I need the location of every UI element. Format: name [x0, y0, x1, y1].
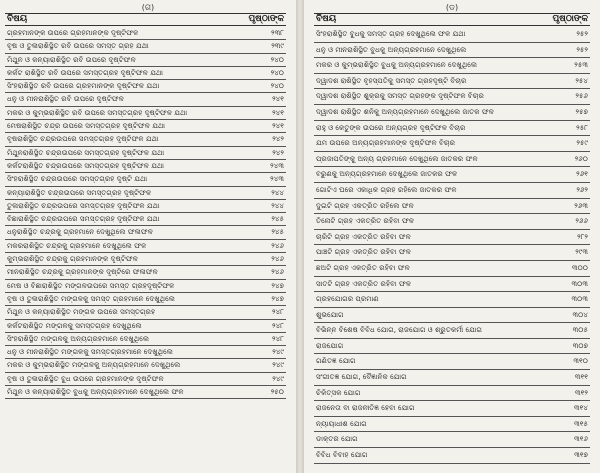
row-subject: ଚିକିତ୍ସକ ଯୋଗ [316, 387, 361, 397]
row-subject: ଗ୍ରହଯୋଗର ପ୍ରମାଣ [316, 294, 379, 304]
table-row [5, 147, 286, 160]
row-page-number: ୨୪୫ [271, 214, 284, 224]
row-subject: ମେଷ ଓ ବିଛାରାଶିସ୍ଥିତ ମଙ୍ଗଳଉପରେ ସମସ୍ତ ଗ୍ରହଦୃଷ୍ଟିଫଳ [7, 280, 175, 290]
table-row [5, 253, 286, 266]
row-page-number: ୩୧୧ [574, 372, 588, 382]
row-page-number: ୨୫୭ [575, 106, 588, 116]
table-row [5, 54, 286, 67]
row-subject: ବିଛାରାଶିସ୍ଥିତ ଚନ୍ଦ୍ରଉପରେ ସମସ୍ତଗ୍ରହ ଦୃଷ୍ଟିଫଳ ଯଥା [7, 214, 160, 224]
table-row [314, 339, 590, 355]
row-page-number: ୨୪୬ [271, 254, 284, 264]
row-page-number: ୩୧୬ [574, 434, 588, 444]
row-subject: ଧନୁ ଓ ମୀନରାଶିସ୍ଥିତ ମଙ୍ଗଳକୁ ସମସ୍ତଗ୍ରହମାନେ ଦେଖୁଥିଲେ [7, 347, 173, 357]
page-column-header: ପୃଷ୍ଠାଙ୍କ [552, 14, 588, 24]
row-page-number: ୨୪୭ [271, 293, 284, 303]
row-page-number: ୨୫୩ [574, 60, 588, 70]
table-row [5, 160, 286, 173]
table-row [314, 292, 590, 308]
table-row [5, 280, 286, 293]
row-page-number: ୩୦୩ [571, 294, 588, 304]
row-page-number: ୨୪୦ [270, 81, 284, 91]
row-subject: କର୍କଟ ରାଶିସ୍ଥିତ ରବି ଉପରେ ସମସ୍ତଗ୍ରହ ଦୃଷ୍ଟିଫଳ ଯଥା [7, 67, 164, 77]
table-row [5, 240, 286, 253]
row-page-number: ୨୩୯ [271, 41, 284, 51]
row-page-number: ୨୪୫ [271, 227, 284, 237]
row-page-number: ୨୪୨ [272, 147, 284, 157]
row-subject: ରାଜନେତା ବା ରାଜନୀତିଜ୍ଞ ହେବା ଯୋଗ [316, 403, 415, 413]
contents-table [314, 27, 590, 464]
row-page-number: ୨୪୩ [270, 160, 284, 170]
row-subject: କନ୍ୟାରାଶିସ୍ଥିତ ଚନ୍ଦ୍ରଉପରେ ସମସ୍ତଗ୍ରହ ଦୃଷ୍ଟିଫଳ [7, 187, 152, 197]
row-page-number: ୨୪୧ [272, 94, 284, 104]
row-subject: ଗୋଟିଏ ଘରେ ଏକାଧିକ ଗ୍ରହ ରହିଲେ ଜାତକର ଫଳ [316, 184, 457, 194]
row-page-number: ୨୪୮ [272, 307, 284, 317]
row-page-number: ୨୩୮ [271, 28, 284, 37]
row-page-number: ୩୧୪ [573, 403, 588, 413]
row-page-number: ୨୫୯ [576, 138, 588, 148]
table-row [314, 370, 590, 386]
row-page-number: ୨୬୧ [576, 169, 588, 179]
row-page-number: ୩୧୭ [574, 450, 588, 460]
table-row [314, 277, 590, 293]
table-row [314, 432, 590, 448]
row-subject: ମିଥୁନ ଓ କନ୍ୟାରାଶିସ୍ଥିତ ମଙ୍ଗଳ ଉପରେ ସମସ୍ତଗ୍ରହ [7, 307, 156, 317]
table-row [314, 261, 590, 277]
table-row [5, 80, 286, 93]
row-subject: ଗ୍ରହମାନଙ୍କ ଉପରେ ଗ୍ରହମାନଙ୍କ ଦୃଷ୍ଟିଫଳ [7, 28, 139, 37]
row-subject: ଦ୍ୱାଦଶ ରାଶିସ୍ଥିତ ବୃହସ୍ପତିକୁ ସମସ୍ତ ଗ୍ରହଦୃଷ୍ଟି ବିଚାର [316, 75, 467, 85]
table-row [314, 448, 590, 464]
table-row [5, 373, 286, 386]
row-page-number: ୨୪୯ [272, 373, 284, 383]
table-row [5, 226, 286, 239]
row-subject: ଧନୁରାଶିସ୍ଥିତ ଚନ୍ଦ୍ରକୁ ଗ୍ରହମାନେ ଦେଖୁଥିଲେ ଫଳାଫଳ [7, 227, 153, 237]
row-subject: ରାଜଯୋଗ [316, 340, 344, 350]
row-page-number: ୨୪୯ [272, 347, 284, 357]
row-page-number: ୨୪୮ [272, 320, 284, 330]
row-subject: ମକରରାଶିସ୍ଥିତ ଚନ୍ଦ୍ରକୁ ଗ୍ରହମାନେ ଦେଖୁଥିଲେ ଫଳ [7, 240, 147, 250]
row-page-number: ୩୧୨ [575, 387, 588, 397]
table-row [314, 308, 590, 324]
row-subject: ରାହୁ ଓ କେତୁଙ୍କ ଉପରେ ଅନ୍ୟଗ୍ରହ ଦୃଷ୍ଟିଫଳ ବିଚାର [316, 122, 466, 132]
table-header [5, 13, 286, 26]
row-subject: କର୍କଟରାଶିସ୍ଥିତ ମଙ୍ଗଳକୁ ସମସ୍ତଗ୍ରହ ଦେଖୁଥିଲେ [7, 320, 142, 330]
row-subject: କୁମ୍ଭରାଶିସ୍ଥିତ ଚନ୍ଦ୍ରକୁ ଗ୍ରହମାନଙ୍କ ଦୃଷ୍ଟିଫଳ [7, 254, 138, 264]
table-row [314, 323, 590, 339]
table-row [314, 417, 590, 433]
row-page-number: ୨୪୨ [272, 134, 284, 144]
row-subject: ତୁଳାରାଶିସ୍ଥିତ ଚନ୍ଦ୍ରଉପରେ ସମସ୍ତଗ୍ରହ ଦୃଷ୍ଟିଫଳ ଯଥା [7, 200, 160, 210]
row-subject: ଦ୍ୱାଦଶ ରାଶିସ୍ଥିତ ଶନିକୁ ଅନ୍ୟଗ୍ରହମାନେ ଦେଖୁଥିଲେ ଜାତକ ଫଳ [316, 106, 494, 116]
subject-column-header: ବିଷୟ [316, 14, 337, 24]
table-row [314, 354, 590, 370]
table-row [5, 266, 286, 279]
table-row [5, 187, 286, 200]
row-subject: ଦ୍ୱାଦଶ ରାଶିସ୍ଥିତ ଶୁକ୍ରକୁ ସମସ୍ତ ଗ୍ରହଙ୍କ ଦୃଷ୍ଟିଫଳ ବିଚାର [316, 91, 484, 101]
row-subject: ମକର ଓ କୁମ୍ଭରାଶିସ୍ଥିତ ବୁଧକୁ ଅନ୍ୟଗ୍ରହମାନେ ଦେଖୁଥିଲେ [316, 60, 478, 70]
table-row [5, 333, 286, 346]
table-row [5, 320, 286, 333]
row-page-number: ୨୯୩ [575, 247, 588, 257]
row-page-number: ୩୦୪ [572, 309, 588, 319]
table-row [5, 133, 286, 146]
row-page-number: ୨୪୦ [270, 67, 284, 77]
row-subject: ଧନୁ ଓ ମୀନରାଶିସ୍ଥିତ ରବି ଉପରେ ଦୃଷ୍ଟିଫଳ [7, 94, 124, 104]
row-page-number: ୨୪୬ [271, 240, 284, 250]
table-row [314, 58, 590, 74]
row-subject: ମକର ଓ କୁମ୍ଭରାଶିସ୍ଥିତ ମଙ୍ଗଳକୁ ଅନ୍ୟଗ୍ରହମାନେ ଦେଖୁଥିଲେ [7, 360, 181, 370]
table-row [5, 293, 286, 306]
row-subject: ନ୍ୟାୟାଧୀଶ ଯୋଗ [316, 418, 367, 428]
row-subject: ବୃଷ ଓ ତୁଳାରାଶିସ୍ଥିତ ରବି ଉପରେ ସମସ୍ତ ଗ୍ରହ ଯଥା [7, 41, 149, 51]
row-subject: ଡାକ୍ତର ଯୋଗ [316, 434, 358, 444]
row-page-number: ୨୪୮ [272, 333, 284, 343]
table-row [5, 200, 286, 213]
book-gutter [296, 0, 304, 473]
row-page-number: ୨୫୦ [270, 387, 284, 397]
row-subject: ଚାରିଟି ଗ୍ରହ ଏକତ୍ରିତ ରହିବା ଫଳ [316, 231, 411, 241]
row-page-number: ୨୫୨ [576, 44, 588, 54]
table-row [5, 67, 286, 80]
table-row [5, 359, 286, 372]
row-page-number: ୨୬୬ [575, 216, 588, 226]
table-row [5, 213, 286, 226]
row-page-number: ୩୦୩ [571, 278, 588, 288]
row-subject: ଛଅଟି ଗ୍ରହ ଏକତ୍ରିତ ରହିବା ଫଳ [316, 262, 410, 272]
row-subject: ଗଣିତଜ୍ଞ ଯୋଗ [316, 356, 356, 366]
row-page-number: ୨୪୧ [272, 107, 284, 117]
table-row [5, 173, 286, 186]
row-subject: ତିନୋଟି ଗ୍ରହ ଏକତ୍ରିତ ରହିବା ଫଳ [316, 216, 415, 226]
row-subject: ଦୁଇଟି ଗ୍ରହ ଏକତ୍ରିତ ରହିଲେ ଫଳ [316, 200, 414, 210]
table-row [314, 183, 590, 199]
row-page-number: ୨୪୩ [270, 174, 284, 184]
table-row [314, 136, 590, 152]
row-page-number: ୩୦୭ [572, 340, 588, 350]
row-subject: ପ୍ରଜାପତିଙ୍କୁ ଅନ୍ୟ ଗ୍ରହମାନେ ଦେଖୁଥିଲେ ଜାତକର ଫଳ [316, 153, 478, 163]
row-subject: ବିବିଧ ବିବାହ ଯୋଗ [316, 450, 368, 460]
row-page-number: ୨୫୬ [575, 91, 588, 101]
row-subject: ସିଂହରାଶିସ୍ଥିତ ବୁଧକୁ ସମସ୍ତ ଗ୍ରହ ଦେଖୁଥିଲେ ଫଳ ଯଥା [316, 29, 466, 38]
table-row [5, 306, 286, 319]
row-subject: ବିଭିନ୍ନ ବିଶେଷ ବିବିଧ ଯୋଗ, ରାଜଯୋଗ ଓ ଶ୍ରୁତକର୍ମୀ ଯୋଗ [316, 325, 483, 335]
row-page-number: ୩୦୫ [572, 325, 588, 335]
row-subject: ଧନୁ ଓ ମୀନରାଶିସ୍ଥିତ ବୁଧକୁ ଅନ୍ୟଗ୍ରହମାନେ ଦେଖୁଥିଲେ [316, 44, 467, 54]
row-page-number: ୨୪୬ [271, 267, 284, 277]
table-row [314, 214, 590, 230]
row-page-number: ୨୫୮ [576, 122, 588, 132]
row-page-number: ୨୪୦ [270, 54, 284, 64]
table-row [314, 27, 590, 43]
row-subject: ସାତଟି ଗ୍ରହ ଏକତ୍ରିତ ରହିବା ଫଳ [316, 278, 412, 288]
row-page-number: ୩୧୫ [574, 418, 588, 428]
table-row [5, 40, 286, 53]
row-page-number: ୨୪୧ [272, 121, 284, 131]
row-subject: ଯମ ଉପରେ ଅନ୍ୟଗ୍ରହମାନଙ୍କ ଦୃଷ୍ଟିଫଳ ବିଚାର [316, 138, 456, 148]
row-subject: ମକର ଓ କୁମ୍ଭରାଶିସ୍ଥିତ ରବି ଉପରେ ସମସ୍ତଗ୍ରହ ଦୃଷ୍ଟିଫଳ ଯଥା [7, 107, 188, 117]
left-page [0, 0, 296, 473]
page-column-header: ପୃଷ୍ଠାଙ୍କ [248, 14, 284, 24]
row-subject: ସିଂହରାଶିସ୍ଥିତ ରବି ଉପରେ ଗ୍ରହମାନଙ୍କ ଦୃଷ୍ଟିଫଳ ଯଥା [7, 81, 160, 91]
row-page-number: ୨୪୯ [272, 360, 284, 370]
table-row [314, 167, 590, 183]
table-row [314, 230, 590, 246]
table-row [5, 27, 286, 40]
row-subject: ମେଷରାଶିସ୍ଥିତ ଚନ୍ଦ୍ର ଉପରେ ସମସ୍ତଗ୍ରହ ଦୃଷ୍ଟିଫଳ ଯଥା [7, 121, 166, 131]
table-row [314, 152, 590, 168]
table-row [5, 93, 286, 106]
right-page [304, 0, 600, 473]
contents-table [5, 27, 286, 399]
row-subject: କର୍କଟରାଶିସ୍ଥିତ ଚନ୍ଦ୍ରଉପରେ ସମସ୍ତଗ୍ରହ ଦୃଷ୍ଟିଫଳ ଯଥା [7, 160, 165, 170]
table-row [314, 401, 590, 417]
table-header [314, 13, 590, 26]
row-page-number: ୨୮୨ [577, 231, 588, 241]
row-subject: ସଂଗୀତଜ୍ଞ ଯୋଗ, ବୈଜ୍ଞାନିକ ଯୋଗ [316, 372, 407, 382]
row-page-number: ୩୧୦ [573, 356, 588, 366]
row-page-number: ୨୪୪ [271, 200, 284, 210]
row-page-number: ୩୦୦ [571, 262, 588, 272]
page-number: (ଡ) [445, 3, 459, 12]
row-subject: ବୃଷ ଓ ତୁଳାରାଶିସ୍ଥିତ ବୁଧ ଉପରେ ଗ୍ରହମାନଙ୍କ ଦୃଷ୍ଟିଫଳ [7, 373, 164, 383]
row-subject: ବରୁଣକୁ ଅନ୍ୟଗ୍ରହମାନେ ଦେଖୁଥିଲେ ଜାତକର ଫଳ [316, 169, 458, 179]
table-row [314, 386, 590, 402]
row-page-number: ୨୫୪ [575, 75, 588, 85]
row-subject: ସିଂହରାଶିସ୍ଥିତ ଚନ୍ଦ୍ରଉପରେ ସମସ୍ତଗ୍ରହ ଦୃଷ୍ଟି ଯଥା [7, 174, 148, 184]
table-row [314, 89, 590, 105]
row-subject: ଶୁଭଯୋଗ [316, 309, 344, 319]
row-subject: ମୀନରାଶିସ୍ଥିତ ଚନ୍ଦ୍ରକୁ ଗ୍ରହମାନଙ୍କ ଦୃଷ୍ଟିରେ ଫଳାଫଳ [7, 267, 158, 277]
table-row [5, 120, 286, 133]
subject-column-header: ବିଷୟ [7, 14, 28, 24]
row-subject: ସିଂହରାଶିସ୍ଥିତ ମଙ୍ଗଳକୁ ଅନ୍ୟଗ୍ରହମାନେ ଦେଖୁଥିଲେ [7, 333, 150, 343]
row-subject: ମିଥୁନ ଓ କନ୍ୟାରାଶିସ୍ଥିତ ବୁଧକୁ ଅନ୍ୟଗ୍ରହମାନେ ଦେଖୁଥିଲେ ଫଳ [7, 387, 184, 397]
row-subject: ମିଥୁନରାଶିସ୍ଥିତ ଚନ୍ଦ୍ରଉପରେ ସମସ୍ତଗ୍ରହ ଦୃଷ୍ଟିଫଳ ଯଥା [7, 147, 165, 157]
table-row [314, 105, 590, 121]
table-row [314, 245, 590, 261]
row-page-number: ୨୪୭ [271, 280, 284, 290]
table-row [5, 386, 286, 399]
row-subject: ବୃଷ ଓ ତୁଳାରାଶିସ୍ଥିତ ମଙ୍ଗଳକୁ ସମସ୍ତ ଗ୍ରହମାନେ ଦେଖୁଥିଲେ [7, 293, 175, 303]
row-page-number: ୨୬୦ [574, 153, 588, 163]
page-number: (ଗ) [141, 3, 155, 12]
table-row [5, 346, 286, 359]
row-page-number: ୨୬୩ [574, 200, 588, 210]
table-row [5, 107, 286, 120]
row-subject: ପାଞ୍ଚଟି ଗ୍ରହ ଏକତ୍ରିତ ରହିବା ଫଳ [316, 247, 411, 257]
table-row [314, 199, 590, 215]
table-row [314, 121, 590, 137]
row-subject: ବୃଷରାଶିସ୍ଥିତ ଚନ୍ଦ୍ରଉପରେ ସମସ୍ତଗ୍ରହ ଦୃଷ୍ଟିଫଳ ଯଥା [7, 134, 159, 144]
table-row [314, 74, 590, 90]
table-row [314, 43, 590, 59]
row-page-number: ୨୫୨ [576, 29, 588, 38]
row-page-number: ୨୬୨ [576, 184, 588, 194]
row-page-number: ୨୪୪ [271, 187, 284, 197]
row-subject: ମିଥୁନ ଓ କନ୍ୟାରାଶିସ୍ଥିତ ରବି ଉପରେ ଦୃଷ୍ଟିଫଳ [7, 54, 136, 64]
